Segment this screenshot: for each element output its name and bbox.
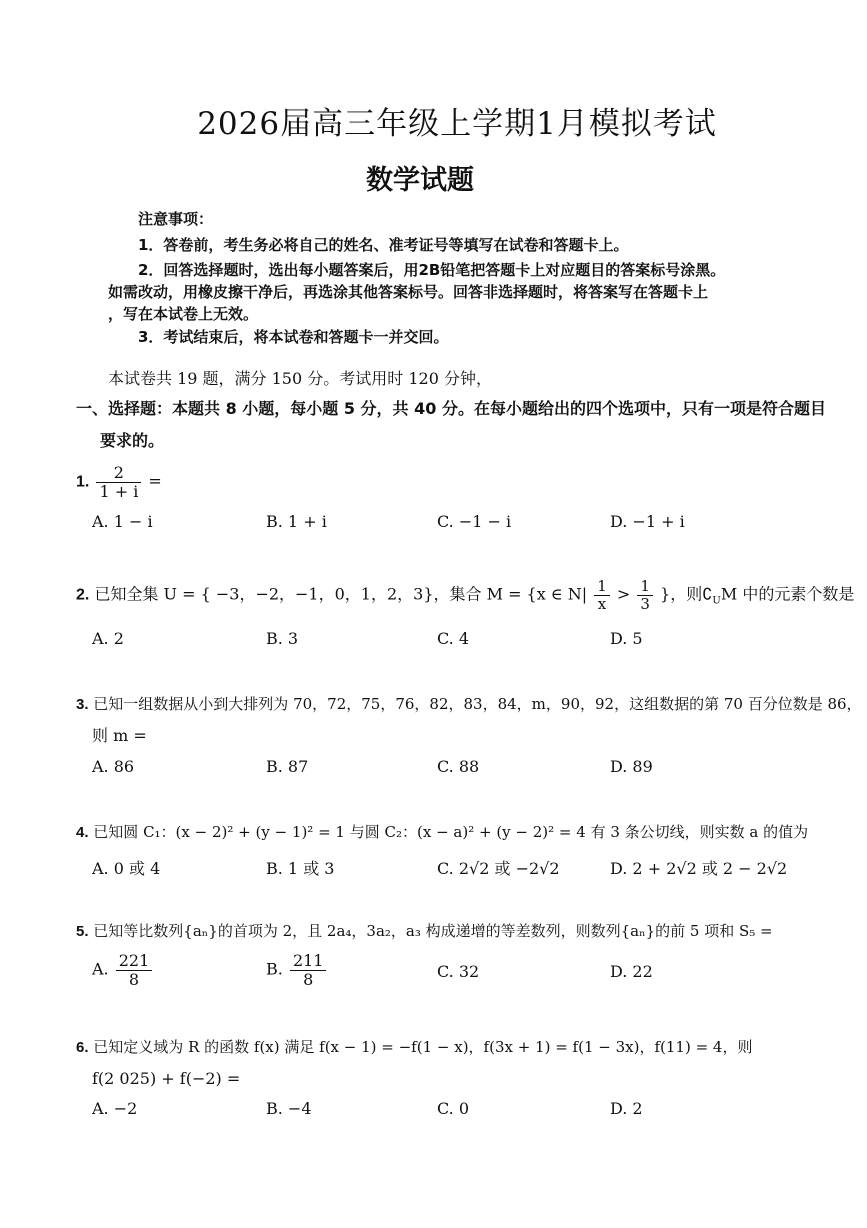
- option-a: A. −2: [92, 1099, 138, 1118]
- option-c: C. 0: [437, 1099, 470, 1118]
- question-3-cont: 则 m =: [92, 726, 147, 745]
- option-b: B. 87: [266, 757, 309, 776]
- question-number: 4.: [76, 824, 89, 841]
- notice-item-2-cont: 如需改动，用橡皮擦干净后，再选涂其他答案标号。回答非选择题时，将答案写在答题卡上: [108, 283, 709, 301]
- option-c: C. −1 − i: [437, 512, 512, 531]
- notice-item-3: 3．考试结束后，将本试卷和答题卡一并交回。: [138, 328, 449, 346]
- option-a: A. 0 或 4: [92, 859, 161, 878]
- option-c: C. 88: [437, 757, 480, 776]
- question-text: M 中的元素个数是: [720, 584, 855, 604]
- option-a: A. 1 − i: [92, 512, 153, 531]
- option-d: D. 89: [610, 757, 653, 776]
- fraction: [637, 578, 653, 612]
- section-1-heading: 一、选择题：本题共 8 小题，每小题 5 分，共 40 分。在每小题给出的四个选项中，只有一项是符合题目: [76, 399, 826, 418]
- exam-intro: 本试卷共 19 题，满分 150 分。考试用时 120 分钟，: [108, 369, 492, 388]
- question-text: 已知定义域为 R 的函数 f(x) 满足 f(x − 1) = −f(1 − x)，f(3x + 1) = f(1 − 3x)，f(11) = 4，则: [93, 1038, 753, 1056]
- option-a: A. 86: [92, 757, 135, 776]
- option-d: D. −1 + i: [610, 512, 685, 531]
- option-c: C. 2√2 或 −2√2: [437, 859, 560, 878]
- fraction-denominator: x: [597, 594, 607, 613]
- question-text: 已知圆 C₁：(x − 2)² + (y − 1)² = 1 与圆 C₂：(x − a)² + (y − 2)² = 4 有 3 条公切线，则实数 a 的值为: [93, 823, 809, 841]
- fraction-denominator: 3: [640, 594, 650, 613]
- option-d: D. 5: [610, 629, 643, 648]
- question-text: }，则∁: [660, 584, 713, 604]
- fraction-denominator: 8: [128, 969, 140, 989]
- question-4: [76, 821, 808, 842]
- complement-subscript: U: [712, 595, 721, 607]
- question-1: [76, 464, 162, 500]
- option-letter: A.: [92, 959, 109, 979]
- option-d: D. 2: [610, 1099, 643, 1118]
- option-a: [92, 952, 154, 988]
- question-number: 2.: [76, 586, 90, 604]
- option-c: C. 4: [437, 629, 470, 648]
- fraction-numerator: 1: [637, 578, 653, 596]
- option-b: [266, 952, 328, 988]
- fraction: [594, 578, 610, 612]
- question-2: [76, 578, 854, 612]
- option-b: B. 1 或 3: [266, 859, 335, 878]
- option-c: C. 32: [437, 962, 480, 981]
- question-6-cont: f(2 025) + f(−2) =: [92, 1069, 241, 1088]
- greater-than: >: [616, 584, 631, 604]
- fraction: [116, 952, 153, 988]
- question-5: [76, 920, 773, 941]
- question-3: [76, 693, 862, 714]
- option-d: D. 2 + 2√2 或 2 − 2√2: [610, 859, 788, 878]
- fraction: [96, 464, 141, 500]
- fraction-numerator: 221: [116, 952, 153, 971]
- option-a: A. 2: [92, 629, 124, 648]
- fraction-denominator: 1 + i: [99, 481, 139, 501]
- option-b: B. 3: [266, 629, 299, 648]
- fraction-denominator: 8: [303, 969, 314, 989]
- fraction-numerator: 211: [290, 952, 327, 971]
- option-b: B. −4: [266, 1099, 312, 1118]
- question-text: 已知等比数列{aₙ}的首项为 2，且 2a₄，3a₂，a₃ 构成递增的等差数列，则数列{aₙ}的前 5 项和 S₅ =: [93, 922, 773, 940]
- question-number: 5.: [76, 923, 89, 940]
- exam-title: 2026届高三年级上学期1月模拟考试: [197, 106, 717, 142]
- fraction: [290, 952, 327, 988]
- notice-heading: 注意事项：: [138, 210, 214, 228]
- option-letter: B.: [266, 959, 283, 979]
- fraction-numerator: 2: [96, 464, 141, 483]
- question-text: 已知一组数据从小到大排列为 70，72，75，76，82，83，84，m，90，92，这组数据的第 70 百分位数是 86，: [93, 695, 862, 713]
- notice-item-2: 2．回答选择题时，选出每小题答案后，用2B铅笔把答题卡上对应题目的答案标号涂黑。: [138, 261, 726, 279]
- equals-sign: =: [148, 471, 162, 491]
- question-number: 6.: [76, 1039, 89, 1056]
- question-text: 已知全集 U = { −3，−2，−1，0，1，2，3}，集合 M = {x ∈ N|: [94, 584, 588, 604]
- notice-item-1: 1．答卷前，考生务必将自己的姓名、准考证号等填写在试卷和答题卡上。: [138, 236, 629, 254]
- option-d: D. 22: [610, 962, 653, 981]
- fraction-numerator: 1: [594, 578, 610, 596]
- question-number: 3.: [76, 696, 89, 713]
- question-6: [76, 1036, 752, 1057]
- section-1-heading-cont: 要求的。: [100, 431, 165, 450]
- exam-subtitle: 数学试题: [366, 165, 474, 196]
- notice-item-2-end: ，写在本试卷上无效。: [108, 305, 259, 323]
- question-number: 1.: [76, 473, 90, 491]
- option-b: B. 1 + i: [266, 512, 327, 531]
